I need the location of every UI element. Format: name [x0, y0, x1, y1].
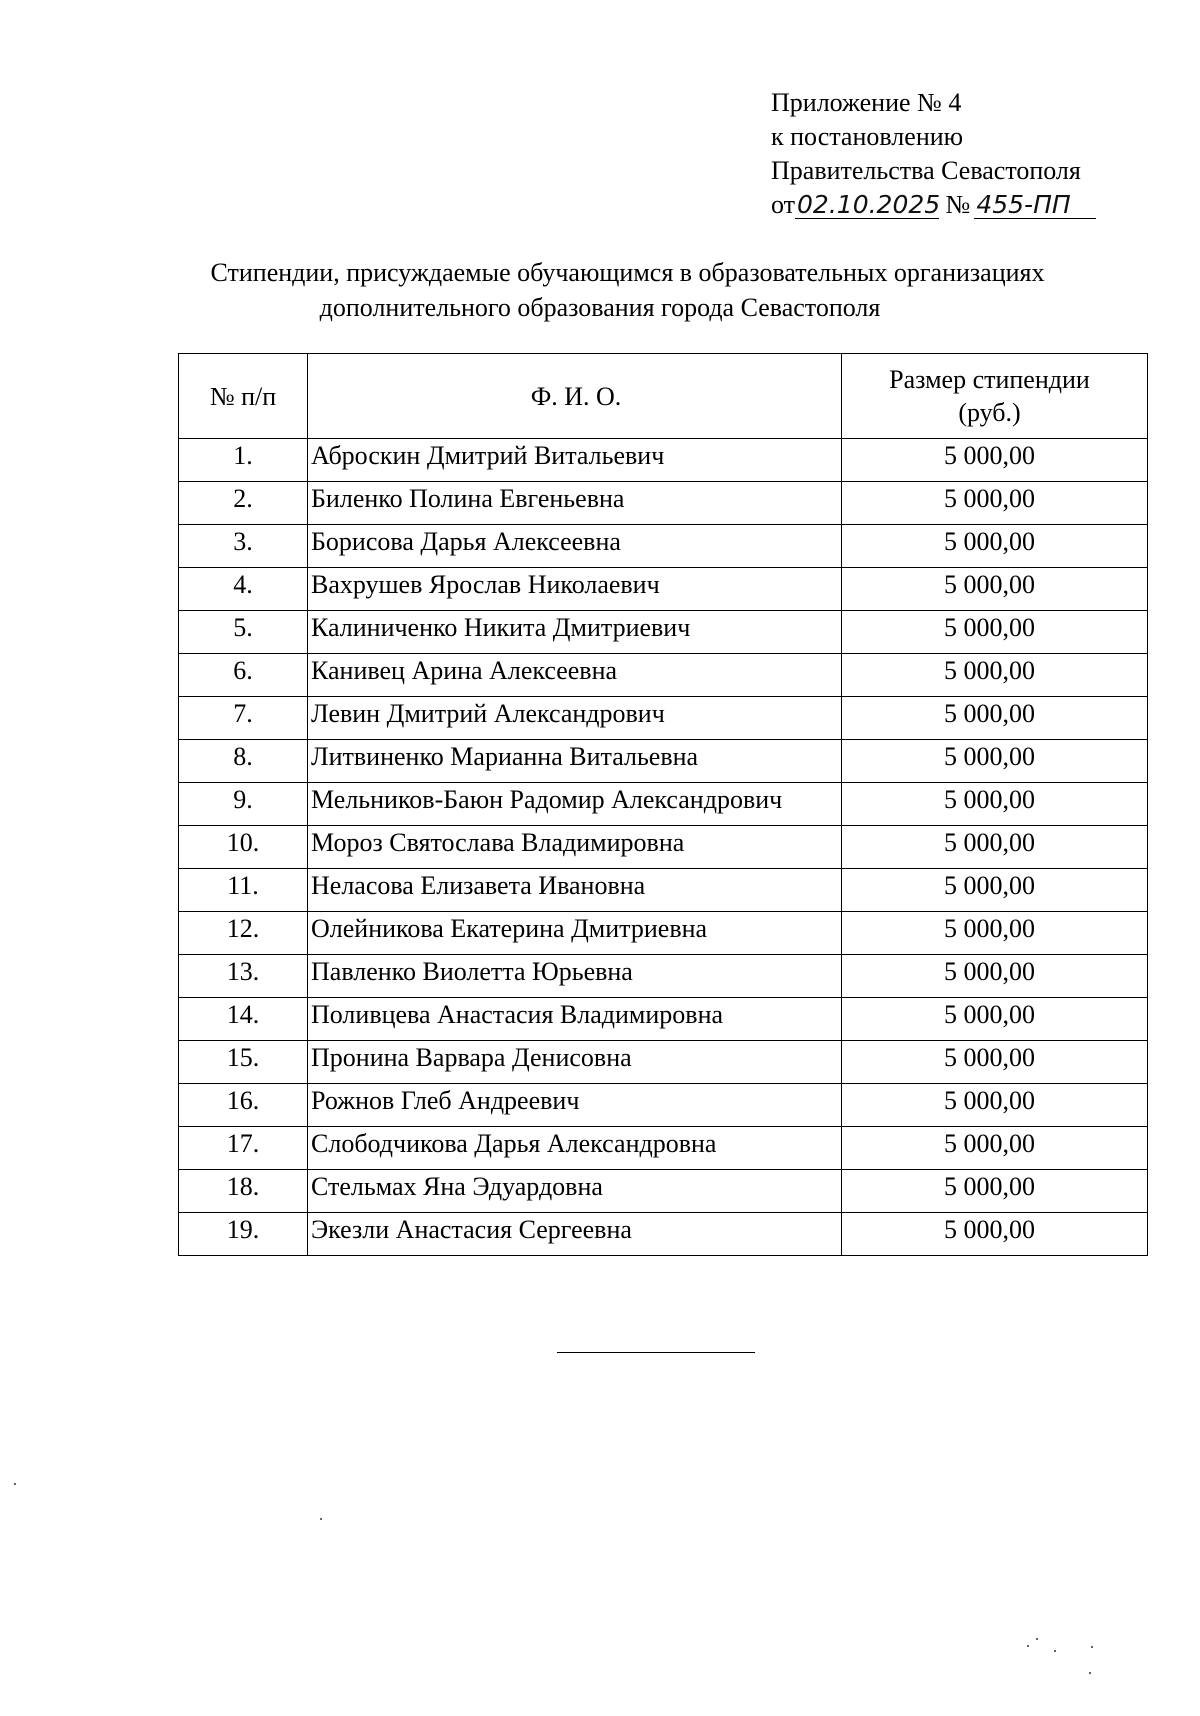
scan-speck: [1036, 1638, 1038, 1640]
row-amount: 5 000,00: [842, 1127, 1148, 1170]
table-row: [179, 869, 1148, 912]
table-row: [179, 783, 1148, 826]
row-name: Аброскин Дмитрий Витальевич: [308, 439, 842, 482]
table-row: [179, 654, 1148, 697]
end-separator-line: [557, 1352, 755, 1353]
row-name: Мороз Святослава Владимировна: [308, 826, 842, 869]
table-row: [179, 740, 1148, 783]
row-number: 19.: [179, 1213, 308, 1256]
row-name: Стельмах Яна Эдуардовна: [308, 1170, 842, 1213]
row-amount: 5 000,00: [842, 783, 1148, 826]
scan-speck: [1027, 1645, 1029, 1647]
row-number: 16.: [179, 1084, 308, 1127]
title-line-1: Стипендии, присуждаемые обучающимся в образовательных организациях: [210, 258, 1045, 287]
row-amount: 5 000,00: [842, 998, 1148, 1041]
table-row: [179, 611, 1148, 654]
row-number: 4.: [179, 568, 308, 611]
row-amount: 5 000,00: [842, 912, 1148, 955]
row-name: Олейникова Екатерина Дмитриевна: [308, 912, 842, 955]
table-header-row: [179, 354, 1148, 439]
row-name: Экезли Анастасия Сергеевна: [308, 1213, 842, 1256]
row-name: Павленко Виолетта Юрьевна: [308, 955, 842, 998]
row-amount: 5 000,00: [842, 482, 1148, 525]
row-amount: 5 000,00: [842, 869, 1148, 912]
table-row: [179, 439, 1148, 482]
row-amount: 5 000,00: [842, 1041, 1148, 1084]
table-row: [179, 912, 1148, 955]
annex-title: Приложение № 4: [771, 88, 962, 117]
row-number: 1.: [179, 439, 308, 482]
row-number: 7.: [179, 697, 308, 740]
table-row: [179, 826, 1148, 869]
row-amount: 5 000,00: [842, 826, 1148, 869]
header-amount: [842, 354, 1148, 439]
row-amount: 5 000,00: [842, 525, 1148, 568]
row-name: Пронина Варвара Денисовна: [308, 1041, 842, 1084]
table-row: [179, 955, 1148, 998]
table-row: [179, 1127, 1148, 1170]
row-amount: 5 000,00: [842, 611, 1148, 654]
title-line-2: дополнительного образования города Севастополя: [319, 293, 881, 322]
row-number: 18.: [179, 1170, 308, 1213]
row-amount: 5 000,00: [842, 955, 1148, 998]
header-name: Ф. И. О.: [308, 354, 842, 439]
number-prefix: №: [945, 190, 971, 219]
scan-speck: [14, 1483, 16, 1485]
table-row: [179, 525, 1148, 568]
row-number: 9.: [179, 783, 308, 826]
table-row: [179, 1170, 1148, 1213]
annex-date-number: [771, 188, 1096, 222]
row-number: 6.: [179, 654, 308, 697]
row-name: Вахрушев Ярослав Николаевич: [308, 568, 842, 611]
header-amount-line-1: Размер стипендии: [889, 365, 1090, 394]
row-name: Неласова Елизавета Ивановна: [308, 869, 842, 912]
document-title: [0, 255, 1200, 325]
row-name: Биленко Полина Евгеньевна: [308, 482, 842, 525]
row-number: 15.: [179, 1041, 308, 1084]
table-row: [179, 1213, 1148, 1256]
annex-authority: Правительства Севастополя: [771, 156, 1081, 185]
date-prefix: от: [771, 190, 796, 219]
row-amount: 5 000,00: [842, 1170, 1148, 1213]
table-body: [179, 439, 1148, 1256]
row-number: 3.: [179, 525, 308, 568]
row-amount: 5 000,00: [842, 1213, 1148, 1256]
handwritten-number: 455-ПП: [974, 192, 1096, 219]
row-number: 8.: [179, 740, 308, 783]
table-row: [179, 482, 1148, 525]
table-row: [179, 998, 1148, 1041]
row-number: 5.: [179, 611, 308, 654]
header-number: № п/п: [179, 354, 308, 439]
scholarship-table: [178, 353, 1148, 1256]
row-name: Калиниченко Никита Дмитриевич: [308, 611, 842, 654]
row-name: Левин Дмитрий Александрович: [308, 697, 842, 740]
annex-block: [771, 86, 1096, 222]
row-number: 12.: [179, 912, 308, 955]
header-amount-line-2: (руб.): [958, 398, 1021, 427]
row-amount: 5 000,00: [842, 439, 1148, 482]
row-amount: 5 000,00: [842, 740, 1148, 783]
row-name: Слободчикова Дарья Александровна: [308, 1127, 842, 1170]
row-name: Канивец Арина Алексеевна: [308, 654, 842, 697]
scan-speck: [1089, 1672, 1091, 1674]
table-row: [179, 568, 1148, 611]
row-number: 10.: [179, 826, 308, 869]
table-row: [179, 1084, 1148, 1127]
scan-speck: [1091, 1646, 1093, 1648]
row-number: 14.: [179, 998, 308, 1041]
row-number: 2.: [179, 482, 308, 525]
row-number: 11.: [179, 869, 308, 912]
row-name: Мельников-Баюн Радомир Александрович: [308, 783, 842, 826]
row-amount: 5 000,00: [842, 654, 1148, 697]
scan-speck: [320, 1518, 322, 1520]
row-amount: 5 000,00: [842, 1084, 1148, 1127]
row-amount: 5 000,00: [842, 697, 1148, 740]
scan-speck: [1054, 1650, 1056, 1652]
table-row: [179, 1041, 1148, 1084]
table-row: [179, 697, 1148, 740]
row-number: 17.: [179, 1127, 308, 1170]
row-name: Рожнов Глеб Андреевич: [308, 1084, 842, 1127]
row-name: Литвиненко Марианна Витальевна: [308, 740, 842, 783]
handwritten-date: 02.10.2025: [797, 190, 941, 219]
row-name: Борисова Дарья Алексеевна: [308, 525, 842, 568]
row-amount: 5 000,00: [842, 568, 1148, 611]
row-name: Поливцева Анастасия Владимировна: [308, 998, 842, 1041]
row-number: 13.: [179, 955, 308, 998]
annex-reference: к постановлению: [771, 122, 964, 151]
